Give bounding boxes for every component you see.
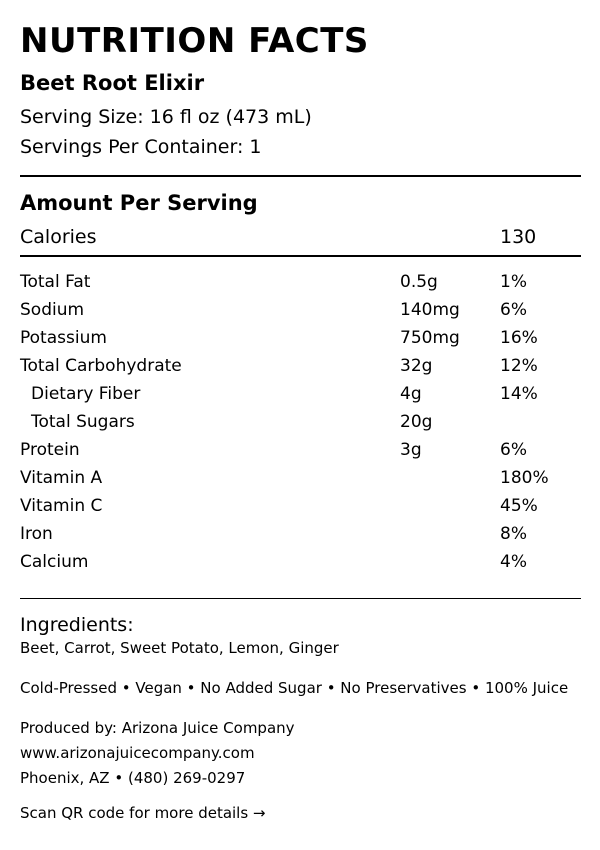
nutrient-table	[20, 268, 580, 576]
amount-per-serving-heading: Amount Per Serving	[20, 191, 258, 215]
divider-top	[20, 175, 581, 177]
nutrient-name: Total Fat	[20, 272, 91, 292]
label-title: NUTRITION FACTS	[20, 21, 369, 61]
nutrient-row	[20, 464, 580, 492]
nutrient-daily-value: 180%	[500, 468, 549, 488]
nutrient-daily-value: 16%	[500, 328, 538, 348]
nutrient-amount: 32g	[400, 356, 433, 376]
nutrient-name: Iron	[20, 524, 53, 544]
nutrient-daily-value: 4%	[500, 552, 527, 572]
ingredients-list: Beet, Carrot, Sweet Potato, Lemon, Ginger	[20, 639, 339, 657]
product-claims: Cold-Pressed • Vegan • No Added Sugar • No Preservatives • 100% Juice	[20, 679, 569, 697]
nutrient-row	[20, 352, 580, 380]
nutrient-row	[20, 492, 580, 520]
producer-address: Phoenix, AZ • (480) 269-0297	[20, 769, 246, 787]
nutrient-daily-value: 14%	[500, 384, 538, 404]
nutrient-name: Sodium	[20, 300, 85, 320]
nutrient-name: Potassium	[20, 328, 107, 348]
nutrient-daily-value: 1%	[500, 272, 527, 292]
qr-code-prompt: Scan QR code for more details →	[20, 804, 266, 822]
nutrient-daily-value: 45%	[500, 496, 538, 516]
nutrient-row	[20, 324, 580, 352]
nutrient-daily-value: 6%	[500, 300, 527, 320]
nutrient-row	[20, 380, 580, 408]
nutrient-row	[20, 520, 580, 548]
nutrient-name: Calcium	[20, 552, 89, 572]
nutrient-row	[20, 408, 580, 436]
nutrient-daily-value: 8%	[500, 524, 527, 544]
nutrient-name: Vitamin A	[20, 468, 103, 488]
nutrient-amount: 20g	[400, 412, 433, 432]
calories-label: Calories	[20, 226, 97, 248]
servings-per-container: Servings Per Container: 1	[20, 136, 262, 158]
ingredients-label: Ingredients:	[20, 614, 134, 636]
calories-value: 130	[500, 226, 537, 248]
nutrient-row	[20, 296, 580, 324]
nutrient-amount: 3g	[400, 440, 422, 460]
nutrient-name: Dietary Fiber	[31, 384, 141, 404]
nutrient-row	[20, 268, 580, 296]
nutrient-name: Total Carbohydrate	[20, 356, 182, 376]
nutrient-row	[20, 548, 580, 576]
nutrient-daily-value: 12%	[500, 356, 538, 376]
nutrient-amount: 140mg	[400, 300, 460, 320]
nutrient-amount: 750mg	[400, 328, 460, 348]
nutrient-daily-value: 6%	[500, 440, 527, 460]
nutrient-name: Protein	[20, 440, 80, 460]
producer-website: www.arizonajuicecompany.com	[20, 744, 255, 762]
serving-size: Serving Size: 16 fl oz (473 mL)	[20, 106, 312, 128]
nutrient-amount: 4g	[400, 384, 422, 404]
nutrient-name: Vitamin C	[20, 496, 103, 516]
producer-name: Produced by: Arizona Juice Company	[20, 719, 295, 737]
divider-calories	[20, 255, 581, 257]
product-name: Beet Root Elixir	[20, 71, 205, 95]
nutrient-row	[20, 436, 580, 464]
nutrient-name: Total Sugars	[31, 412, 135, 432]
divider-bottom	[20, 598, 581, 599]
nutrient-amount: 0.5g	[400, 272, 438, 292]
